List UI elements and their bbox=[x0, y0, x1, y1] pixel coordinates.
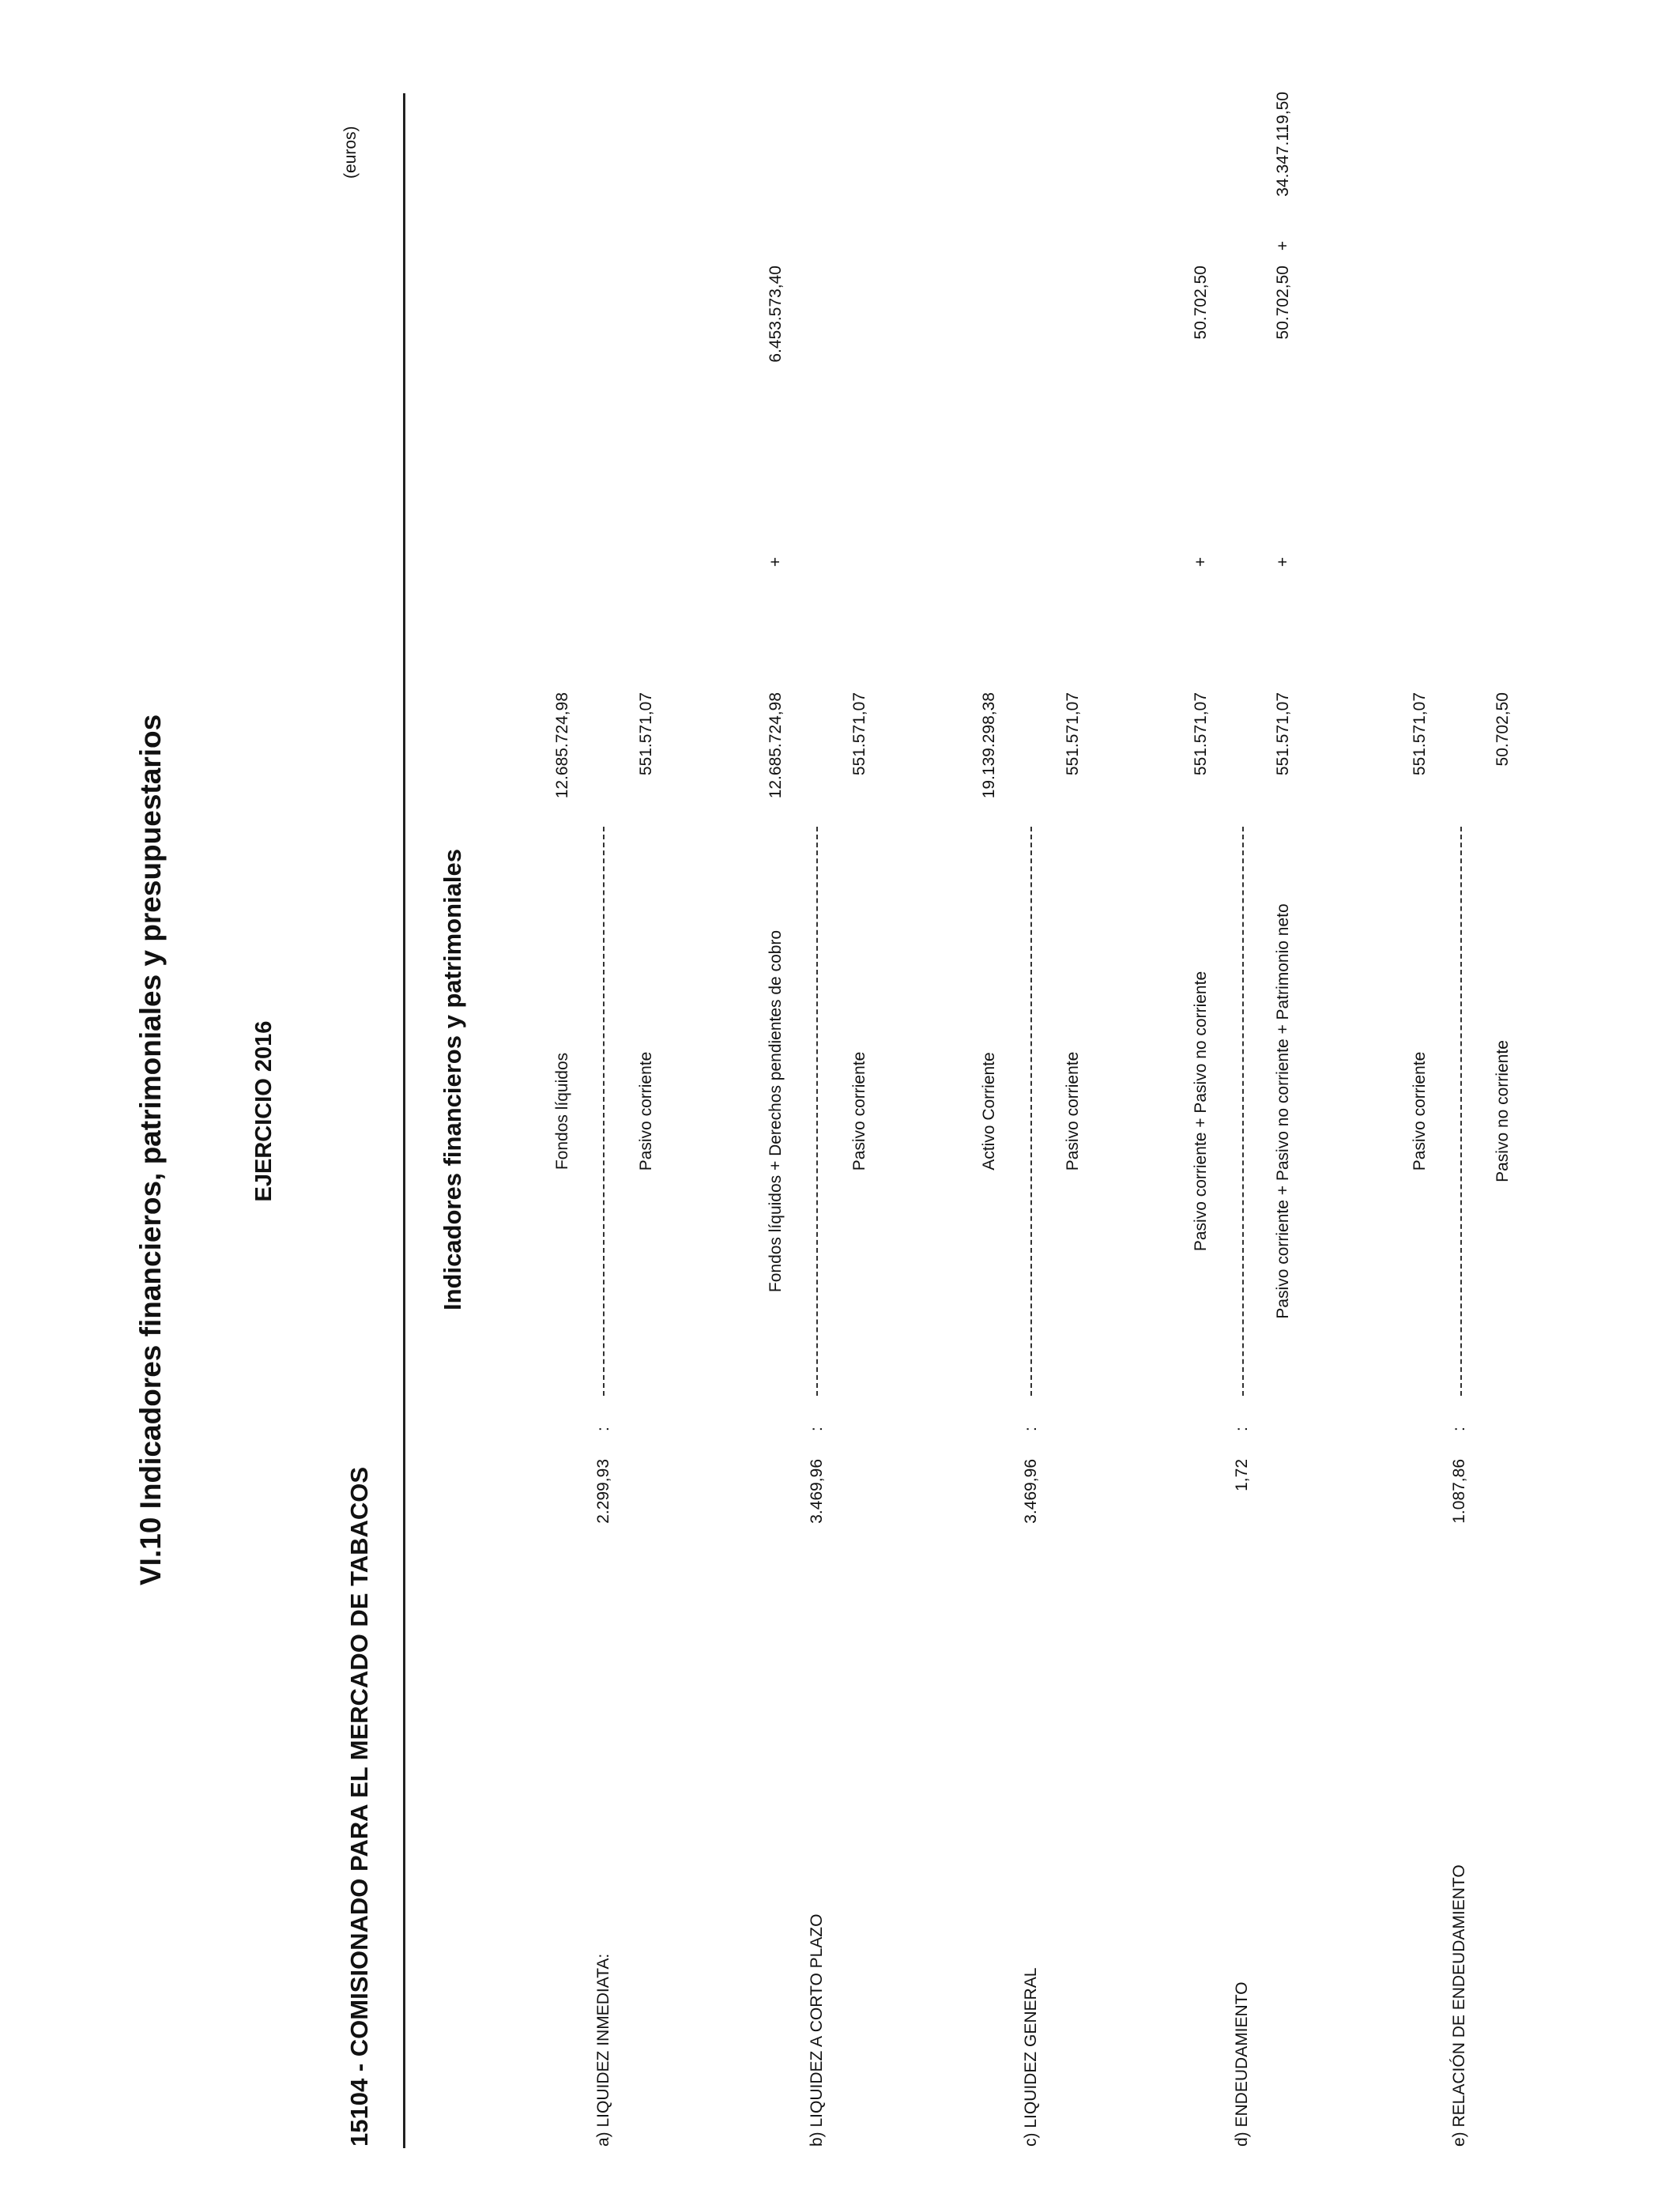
report-title: VI.10 Indicadores financieros, patrimoniales y presupuestarios bbox=[134, 714, 167, 1585]
fraction-line bbox=[1030, 827, 1032, 1396]
indicator-label: b) LIQUIDEZ A CORTO PLAZO bbox=[808, 1913, 826, 2147]
numerator-value: 19.139.298,38 bbox=[980, 692, 998, 799]
indicator-colon: : bbox=[1022, 1427, 1040, 1431]
plus-sign: + bbox=[1192, 556, 1210, 567]
denominator-formula: Pasivo corriente bbox=[1064, 1051, 1082, 1171]
header-rule bbox=[403, 93, 405, 2148]
numerator-formula: Pasivo corriente bbox=[1411, 1051, 1429, 1171]
indicator-label: a) LIQUIDEZ INMEDIATA: bbox=[594, 1953, 612, 2147]
indicator-label: d) ENDEUDAMIENTO bbox=[1233, 1981, 1251, 2147]
indicator-value: 2.299,93 bbox=[594, 1459, 612, 1524]
indicator-value: 1.087,86 bbox=[1450, 1459, 1468, 1524]
currency-unit: (euros) bbox=[341, 126, 360, 179]
denominator-formula: Pasivo corriente bbox=[637, 1051, 655, 1171]
denominator-value: 551.571,07 bbox=[850, 692, 868, 776]
indicator-value: 3.469,96 bbox=[808, 1459, 826, 1524]
indicator-label: c) LIQUIDEZ GENERAL bbox=[1022, 1967, 1040, 2147]
fraction-line bbox=[1242, 827, 1244, 1396]
denominator-formula: Pasivo corriente + Pasivo no corriente + Patrimonio neto bbox=[1274, 903, 1292, 1319]
entity-name: 15104 - COMISIONADO PARA EL MERCADO DE TABACOS bbox=[345, 1466, 373, 2147]
numerator-formula: Pasivo corriente + Pasivo no corriente bbox=[1192, 971, 1210, 1252]
denominator-formula: Pasivo corriente bbox=[850, 1051, 868, 1171]
extra-value: 50.702,50 bbox=[1274, 266, 1292, 340]
denominator-value: 551.571,07 bbox=[637, 692, 655, 776]
indicator-label: e) RELACIÓN DE ENDEUDAMIENTO bbox=[1450, 1864, 1468, 2147]
denominator-formula: Pasivo no corriente bbox=[1494, 1040, 1512, 1182]
numerator-formula: Activo Corriente bbox=[980, 1052, 998, 1171]
indicator-colon: : bbox=[1233, 1427, 1251, 1431]
extra-value: 6.453.573,40 bbox=[767, 266, 785, 363]
numerator-value: 12.685.724,98 bbox=[553, 692, 571, 799]
numerator-value: 551.571,07 bbox=[1192, 692, 1210, 776]
plus-sign: + bbox=[767, 556, 785, 567]
numerator-formula: Fondos líquidos bbox=[553, 1052, 571, 1171]
plus-sign: + bbox=[1274, 240, 1292, 251]
fraction-line bbox=[816, 827, 818, 1396]
numerator-formula: Fondos líquidos + Derechos pendientes de cobro bbox=[767, 929, 785, 1293]
indicator-colon: : bbox=[594, 1427, 612, 1431]
denominator-value: 551.571,07 bbox=[1064, 692, 1082, 776]
section-title: Indicadores financieros y patrimoniales bbox=[439, 848, 466, 1311]
indicator-colon: : bbox=[808, 1427, 826, 1431]
denominator-value: 50.702,50 bbox=[1494, 692, 1512, 767]
extra-value: 34.347.119,50 bbox=[1274, 92, 1292, 197]
indicator-colon: : bbox=[1450, 1427, 1468, 1431]
indicator-value: 3.469,96 bbox=[1022, 1459, 1040, 1524]
plus-sign: + bbox=[1274, 556, 1292, 567]
exercise-label: EJERCICIO 2016 bbox=[251, 1020, 277, 1202]
numerator-value: 12.685.724,98 bbox=[767, 692, 785, 799]
fraction-line bbox=[1460, 827, 1462, 1396]
numerator-value: 551.571,07 bbox=[1411, 692, 1429, 776]
extra-value: 50.702,50 bbox=[1192, 266, 1210, 340]
fraction-line bbox=[603, 827, 605, 1396]
indicator-value: 1,72 bbox=[1233, 1459, 1251, 1491]
denominator-value: 551.571,07 bbox=[1274, 692, 1292, 776]
